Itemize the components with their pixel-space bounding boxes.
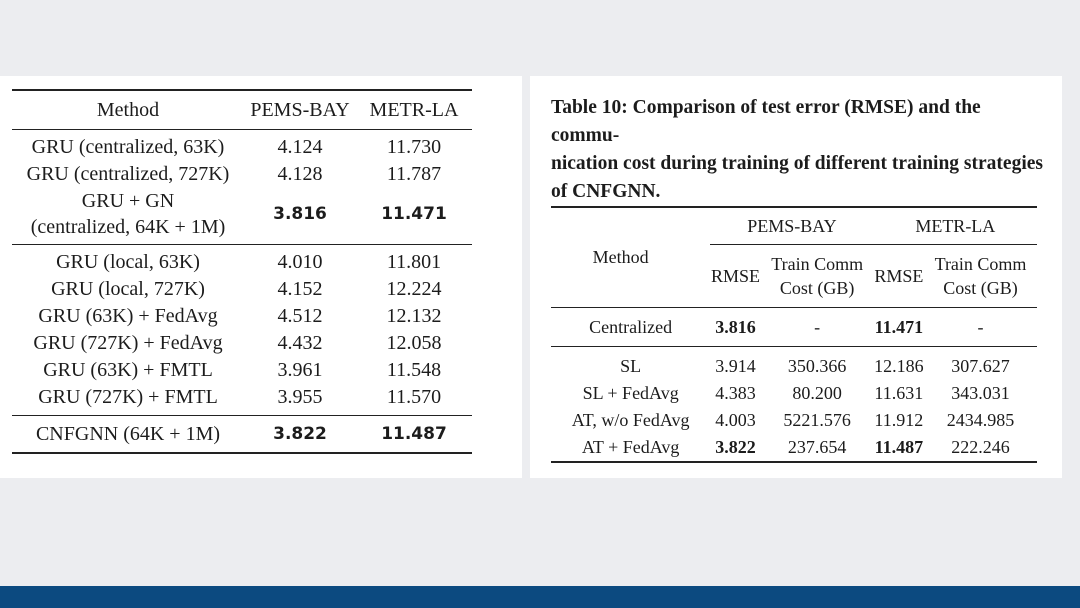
left-results-table bbox=[12, 89, 472, 454]
table-row bbox=[12, 188, 472, 245]
table-row bbox=[12, 384, 472, 416]
row-pems-cost: 237.654 bbox=[787, 437, 847, 457]
row-method: GRU (centralized, 727K) bbox=[26, 163, 230, 185]
row-metr-value: 11.787 bbox=[386, 163, 442, 185]
row-method: AT + FedAvg bbox=[581, 437, 680, 457]
row-pems-cost: 5221.576 bbox=[783, 410, 851, 430]
right-table-panel bbox=[530, 76, 1062, 478]
row-metr-value: 11.801 bbox=[386, 251, 442, 273]
row-metr-cost: 307.627 bbox=[951, 356, 1010, 376]
table-row bbox=[551, 407, 1037, 434]
table-row bbox=[12, 303, 472, 330]
row-metr-rmse: 11.912 bbox=[874, 410, 924, 430]
row-method: AT, w/o FedAvg bbox=[571, 410, 690, 430]
row-pems-cost: - bbox=[761, 308, 874, 347]
caption-line: of CNFGNN. bbox=[551, 181, 661, 202]
row-metr-cost: 2434.985 bbox=[946, 410, 1015, 430]
header-pems-bay: PEMS-BAY bbox=[244, 90, 356, 130]
row-pems-cost: 80.200 bbox=[792, 383, 842, 403]
right-results-table bbox=[551, 206, 1037, 463]
row-metr-rmse: 12.186 bbox=[874, 356, 924, 376]
table-row bbox=[12, 357, 472, 384]
row-method: Centralized bbox=[551, 308, 710, 347]
row-metr-rmse: 11.471 bbox=[874, 308, 924, 347]
row-metr-value: 11.548 bbox=[386, 359, 442, 381]
row-pems-value: 4.432 bbox=[277, 332, 323, 354]
row-pems-rmse: 3.816 bbox=[710, 308, 760, 347]
row-pems-cost: 350.366 bbox=[787, 356, 847, 376]
row-metr-value: 12.224 bbox=[386, 278, 442, 300]
row-pems-value: 4.152 bbox=[277, 278, 323, 300]
header-metr-cost bbox=[924, 245, 1037, 308]
table-row bbox=[551, 380, 1037, 407]
row-pems-value: 3.822 bbox=[273, 424, 327, 444]
row-method: GRU (centralized, 63K) bbox=[31, 136, 225, 158]
table-row bbox=[551, 308, 1037, 347]
row-metr-cost: 222.246 bbox=[951, 437, 1010, 457]
row-method: GRU (local, 63K) bbox=[56, 251, 200, 273]
header-method: Method bbox=[12, 90, 244, 130]
row-metr-value: 12.058 bbox=[386, 332, 442, 354]
header-pems-rmse: RMSE bbox=[710, 245, 760, 308]
row-method: GRU (local, 727K) bbox=[51, 278, 205, 300]
row-metr-value: 11.471 bbox=[356, 188, 472, 245]
row-metr-value: 11.487 bbox=[381, 424, 447, 444]
row-metr-value: 11.570 bbox=[356, 384, 472, 416]
row-pems-value: 3.961 bbox=[277, 359, 323, 381]
caption-line: nication cost during training of different training strategies bbox=[551, 153, 1043, 174]
row-method: GRU (63K) + FedAvg bbox=[38, 305, 218, 327]
header-cost-line-2: Cost (GB) bbox=[779, 278, 855, 298]
row-method: GRU (727K) + FMTL bbox=[12, 384, 244, 416]
row-method: SL bbox=[620, 356, 642, 376]
row-method: GRU (727K) + FedAvg bbox=[33, 332, 223, 354]
row-pems-value: 3.955 bbox=[244, 384, 356, 416]
row-metr-rmse: 11.631 bbox=[874, 383, 924, 403]
bottom-accent-bar bbox=[0, 586, 1080, 608]
row-pems-value: 4.128 bbox=[277, 163, 323, 185]
group-header-row bbox=[551, 207, 1037, 245]
header-pems-cost bbox=[761, 245, 874, 308]
row-pems-rmse: 4.003 bbox=[715, 410, 756, 430]
row-pems-value: 4.124 bbox=[277, 136, 323, 158]
header-cost-line-2: Cost (GB) bbox=[943, 278, 1018, 298]
row-method-line-2: (centralized, 64K + 1M) bbox=[30, 216, 226, 238]
row-method: SL + FedAvg bbox=[582, 383, 679, 403]
header-method: Method bbox=[551, 207, 710, 308]
table-row bbox=[12, 416, 472, 454]
left-table-panel bbox=[0, 76, 522, 478]
header-metr-la: METR-LA bbox=[874, 207, 1037, 245]
table-row bbox=[12, 276, 472, 303]
left-header-row bbox=[12, 90, 472, 130]
row-pems-rmse: 3.822 bbox=[715, 437, 756, 457]
header-metr-rmse: RMSE bbox=[874, 245, 924, 308]
row-metr-rmse: 11.487 bbox=[874, 437, 924, 457]
row-metr-value: 12.132 bbox=[386, 305, 442, 327]
table-row bbox=[551, 347, 1037, 381]
table-row bbox=[551, 434, 1037, 462]
table-row bbox=[12, 330, 472, 357]
row-metr-cost: - bbox=[924, 308, 1037, 347]
row-pems-rmse: 3.914 bbox=[715, 356, 756, 376]
row-pems-value: 4.512 bbox=[277, 305, 323, 327]
row-method: GRU (63K) + FMTL bbox=[43, 359, 213, 381]
row-pems-value: 4.010 bbox=[277, 251, 323, 273]
header-metr-la: METR-LA bbox=[356, 90, 472, 130]
row-metr-value: 11.730 bbox=[386, 136, 442, 158]
table-caption bbox=[551, 94, 1046, 206]
row-pems-value: 3.816 bbox=[244, 188, 356, 245]
table-row bbox=[12, 130, 472, 162]
caption-line: Table 10: Comparison of test error (RMSE) and the commu- bbox=[551, 97, 981, 146]
header-cost-line-1: Train Comm bbox=[934, 254, 1027, 274]
row-method bbox=[12, 188, 244, 245]
row-metr-cost: 343.031 bbox=[951, 383, 1010, 403]
row-pems-rmse: 4.383 bbox=[715, 383, 756, 403]
header-pems-bay: PEMS-BAY bbox=[710, 207, 873, 245]
row-method: CNFGNN (64K + 1M) bbox=[35, 423, 221, 445]
table-row bbox=[12, 245, 472, 277]
header-cost-line-1: Train Comm bbox=[771, 254, 864, 274]
row-method-line-1: GRU + GN bbox=[81, 190, 175, 212]
table-row bbox=[12, 161, 472, 188]
